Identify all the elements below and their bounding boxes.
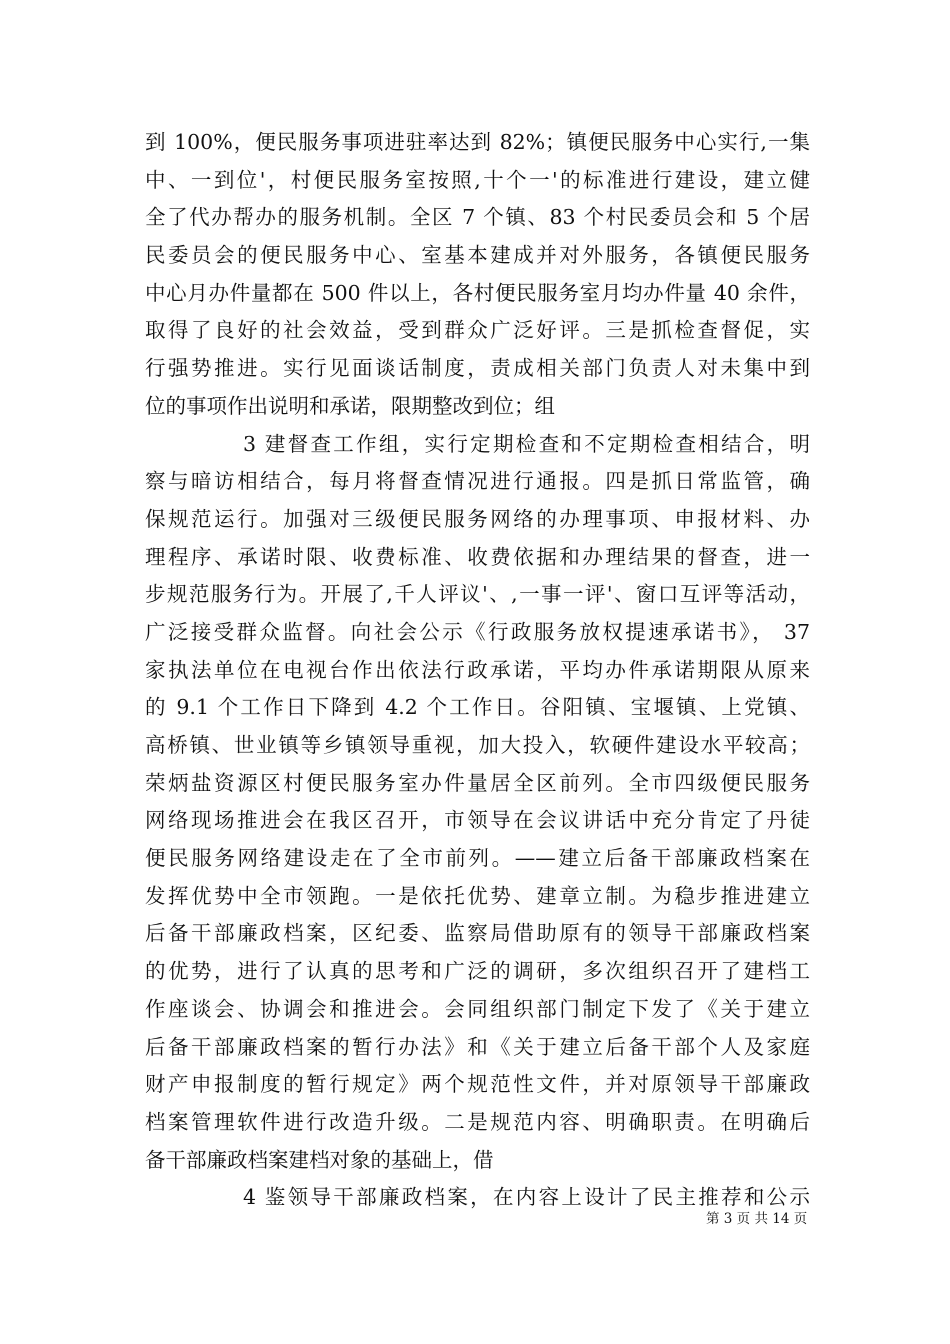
text-line: 高桥镇、世业镇等乡镇领导重视，加大投入，软硬件建设水平较高； — [145, 733, 810, 757]
text-line: 财产申报制度的暂行规定》两个规范性文件，并对原领导干部廉政 — [145, 1072, 810, 1097]
text-line: 中心月办件量都在 500 件以上，各村便民服务室月均办件量 40 余件， — [145, 280, 810, 305]
text-line: 荣炳盐资源区村便民服务室办件量居全区前列。全市四级便民服务 — [145, 770, 810, 795]
text-line: 的 9.1 个工作日下降到 4.2 个工作日。谷阳镇、宝堰镇、上党镇、 — [145, 695, 810, 720]
text-line: 的优势，进行了认真的思考和广泛的调研，多次组织召开了建档工 — [145, 959, 810, 984]
text-line: 保规范运行。加强对三级便民服务网络的办理事项、申报材料、办 — [145, 506, 810, 531]
text-line: 备干部廉政档案建档对象的基础上，借 — [145, 1147, 494, 1172]
text-line: 步规范服务行为。开展了,千人评议'、,一事一评'、窗口互评等活动， — [145, 582, 810, 607]
text-line: 行强势推进。实行见面谈话制度，责成相关部门负责人对未集中到 — [145, 356, 810, 381]
text-line: 发挥优势中全市领跑。一是依托优势、建章立制。为稳步推进建立 — [145, 883, 810, 908]
text-line: 便民服务网络建设走在了全市前列。——建立后备干部廉政档案在 — [145, 846, 810, 871]
body-text — [145, 124, 810, 1217]
text-line: 后备干部廉政档案的暂行办法》和《关于建立后备干部个人及家庭 — [145, 1034, 810, 1059]
text-line: 察与暗访相结合，每月将督查情况进行通报。四是抓日常监管，确 — [145, 469, 810, 494]
text-line: 作座谈会、协调会和推进会。会同组织部门制定下发了《关于建立 — [145, 996, 810, 1021]
text-line: 取得了良好的社会效益，受到群众广泛好评。三是抓检查督促，实 — [145, 318, 810, 343]
text-line: 中、一到位'，村便民服务室按照,十个一'的标准进行建设，建立健 — [145, 167, 810, 192]
text-line: 位的事项作出说明和承诺，限期整改到位；组 — [145, 393, 555, 418]
text-line: 民委员会的便民服务中心、室基本建成并对外服务，各镇便民服务 — [145, 243, 810, 268]
text-line: 广泛接受群众监督。向社会公示《行政服务放权提速承诺书》， 37 — [145, 619, 810, 644]
text-line: 档案管理软件进行改造升级。二是规范内容、明确职责。在明确后 — [145, 1109, 810, 1134]
text-line: 3 建督查工作组，实行定期检查和不定期检查相结合，明 — [243, 431, 810, 456]
text-line: 后备干部廉政档案，区纪委、监察局借助原有的领导干部廉政档案 — [145, 921, 810, 946]
page-number-footer: 第 3 页 共 14 页 — [706, 1211, 808, 1227]
text-line: 4 鉴领导干部廉政档案，在内容上设计了民主推荐和公示 — [243, 1185, 810, 1210]
text-line: 理程序、承诺时限、收费标准、收费依据和办理结果的督查，进一 — [145, 544, 810, 569]
text-line: 全了代办帮办的服务机制。全区 7 个镇、83 个村民委员会和 5 个居 — [145, 205, 810, 230]
text-line: 网络现场推进会在我区召开，市领导在会议讲话中充分肯定了丹徒 — [145, 808, 810, 833]
text-line: 到 100%，便民服务事项进驻率达到 82%；镇便民服务中心实行,一集 — [145, 130, 810, 154]
text-line: 家执法单位在电视台作出依法行政承诺，平均办件承诺期限从原来 — [145, 657, 810, 682]
